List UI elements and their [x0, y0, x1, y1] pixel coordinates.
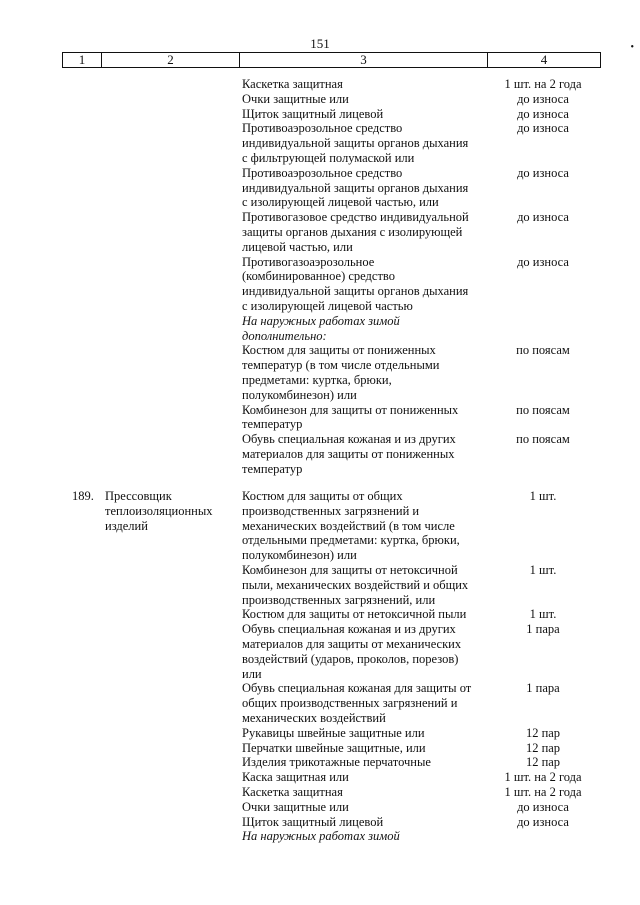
issue-norm-spacer — [490, 533, 596, 548]
profession-line: Прессовщик — [105, 489, 172, 503]
equipment-line: общих производственных загрязнений и — [242, 696, 458, 711]
equipment-line: Комбинезон для защиты от пониженных — [242, 402, 459, 417]
issue-norm: 1 шт. — [529, 607, 557, 622]
issue-norm: до износа — [517, 165, 569, 180]
equipment-line: производственных загрязнений, или — [242, 592, 436, 607]
equipment-line: пыли, механических воздействий и общих — [242, 577, 469, 592]
equipment-line: температур — [242, 461, 303, 476]
equipment-line: температур — [242, 417, 303, 432]
equipment-line: с изолирующей лицевой частью, или — [242, 195, 439, 210]
column-header-2: 2 — [102, 53, 240, 68]
issue-norm-spacer — [490, 667, 596, 682]
issue-norm: 1 шт. на 2 года — [504, 784, 582, 799]
equipment-line: Изделия трикотажные перчаточные — [242, 755, 431, 770]
equipment-line: Комбинезон для защиты от нетоксичной — [242, 562, 458, 577]
equipment-line: Каскетка защитная — [242, 784, 343, 799]
profession-line: теплоизоляционных — [105, 504, 213, 518]
equipment-line: Каскетка защитная — [242, 77, 343, 91]
equipment-line: Противоаэрозольное средство — [242, 121, 403, 136]
equipment-line: механических воздействий (в том числе — [242, 518, 455, 533]
equipment-line: температур (в том числе отдельными — [242, 358, 440, 373]
issue-norm-spacer — [490, 593, 596, 608]
issue-norm-spacer — [490, 195, 596, 210]
edge-mark: • — [630, 42, 634, 53]
issue-norm-spacer — [490, 299, 596, 314]
equipment-line: Перчатки швейные защитные, или — [242, 740, 426, 755]
equipment-line: Каска защитная или — [242, 770, 349, 785]
equipment-line: Очки защитные или — [242, 799, 349, 814]
issue-norm: до износа — [517, 254, 569, 269]
equipment-line: материалов для защиты от механических — [242, 636, 462, 651]
issue-norm-spacer — [490, 637, 596, 652]
issue-norm: 1 шт. на 2 года — [504, 770, 582, 785]
equipment-line: Костюм для защиты от пониженных — [242, 343, 436, 358]
equipment-line: Костюм для защиты от нетоксичной пыли — [242, 607, 467, 622]
equipment-line: материалов для защиты от пониженных — [242, 446, 455, 461]
equipment-line: Костюм для защиты от общих — [242, 489, 403, 503]
equipment-line: Обувь специальная кожаная и из других — [242, 432, 456, 447]
issue-norm-spacer — [490, 358, 596, 373]
equipment-line: полукомбинезон) или — [242, 387, 357, 402]
issue-norm: 1 шт. — [529, 489, 557, 503]
issue-norm: по поясам — [516, 343, 570, 358]
profession-name — [105, 489, 235, 534]
equipment-line: или — [242, 666, 262, 681]
issue-norm-spacer — [490, 181, 596, 196]
issue-norm: 1 шт. — [529, 562, 557, 577]
equipment-line: производственных загрязнений и — [242, 503, 420, 518]
profession-line: изделий — [105, 519, 148, 533]
equipment-line: индивидуальной защиты органов дыхания — [242, 284, 469, 299]
equipment-line: индивидуальной защиты органов дыхания — [242, 180, 469, 195]
issue-norm-spacer — [490, 548, 596, 563]
equipment-line: дополнительно: — [242, 328, 327, 343]
equipment-line: воздействий (ударов, проколов, порезов) — [242, 651, 459, 666]
equipment-line: механических воздействий — [242, 710, 386, 725]
issue-norm-spacer — [490, 314, 596, 329]
equipment-line: (комбинированное) средство — [242, 269, 395, 284]
issue-norm: до износа — [517, 210, 569, 225]
issue-norm-spacer — [490, 388, 596, 403]
issue-norm: до износа — [517, 121, 569, 136]
column-header-3: 3 — [240, 53, 488, 68]
issue-norm-spacer — [490, 373, 596, 388]
column-header-table — [62, 52, 601, 68]
issue-norm-spacer — [490, 284, 596, 299]
equipment-line: Обувь специальная кожаная для защиты от — [242, 681, 472, 696]
issue-norm-spacer — [490, 329, 596, 344]
equipment-line: индивидуальной защиты органов дыхания — [242, 136, 469, 151]
issue-norm-spacer — [490, 696, 596, 711]
issue-norm: до износа — [517, 799, 569, 814]
issue-norm: 1 пара — [526, 622, 560, 637]
equipment-line: Щиток защитный лицевой — [242, 814, 384, 829]
issue-norm-spacer — [490, 578, 596, 593]
block2-issue-norms — [490, 489, 596, 844]
equipment-line: Противогазоаэрозольное — [242, 254, 375, 269]
issue-norm: по поясам — [516, 402, 570, 417]
issue-norm-spacer — [490, 829, 596, 844]
equipment-line: отдельными предметами: куртка, брюки, — [242, 533, 460, 548]
issue-norm-spacer — [490, 136, 596, 151]
issue-norm: 12 пар — [525, 755, 561, 770]
page-number: 151 — [310, 36, 330, 51]
issue-norm-spacer — [490, 151, 596, 166]
equipment-line: с изолирующей лицевой частью — [242, 298, 413, 313]
issue-norm: 1 пара — [526, 681, 560, 696]
issue-norm: до износа — [517, 106, 569, 121]
block1-protective-equipment — [242, 77, 488, 477]
issue-norm-spacer — [490, 240, 596, 255]
issue-norm-spacer — [490, 462, 596, 477]
equipment-line: полукомбинезон) или — [242, 548, 357, 563]
issue-norm: 1 шт. на 2 года — [504, 77, 582, 91]
issue-norm-spacer — [490, 417, 596, 432]
equipment-line: Обувь специальная кожаная и из других — [242, 622, 456, 637]
equipment-line: Противогазовое средство индивидуальной — [242, 210, 469, 225]
issue-norm-spacer — [490, 225, 596, 240]
issue-norm: 12 пар — [525, 740, 561, 755]
issue-norm-spacer — [490, 519, 596, 534]
equipment-line: Противоаэрозольное средство — [242, 165, 403, 180]
equipment-line: лицевой частью, или — [242, 239, 353, 254]
equipment-line: На наружных работах зимой — [242, 829, 400, 844]
issue-norm-spacer — [490, 447, 596, 462]
column-header-4: 4 — [488, 53, 601, 68]
issue-norm: по поясам — [516, 432, 570, 447]
equipment-line: с фильтрующей полумаской или — [242, 150, 415, 165]
issue-norm: 12 пар — [525, 725, 561, 740]
equipment-line: На наружных работах зимой — [242, 313, 400, 328]
block2-protective-equipment — [242, 489, 488, 844]
column-header-1: 1 — [63, 53, 102, 68]
equipment-line: Очки защитные или — [242, 91, 349, 106]
issue-norm: до износа — [517, 91, 569, 106]
equipment-line: Рукавицы швейные защитные или — [242, 725, 425, 740]
equipment-line: Щиток защитный лицевой — [242, 106, 384, 121]
item-number: 189. — [72, 489, 94, 503]
equipment-line: предметами: куртка, брюки, — [242, 372, 392, 387]
issue-norm-spacer — [490, 711, 596, 726]
issue-norm-spacer — [490, 504, 596, 519]
issue-norm-spacer — [490, 269, 596, 284]
block1-issue-norms — [490, 77, 596, 477]
equipment-line: защиты органов дыхания с изолирующей — [242, 224, 463, 239]
issue-norm-spacer — [490, 652, 596, 667]
issue-norm: до износа — [517, 814, 569, 829]
